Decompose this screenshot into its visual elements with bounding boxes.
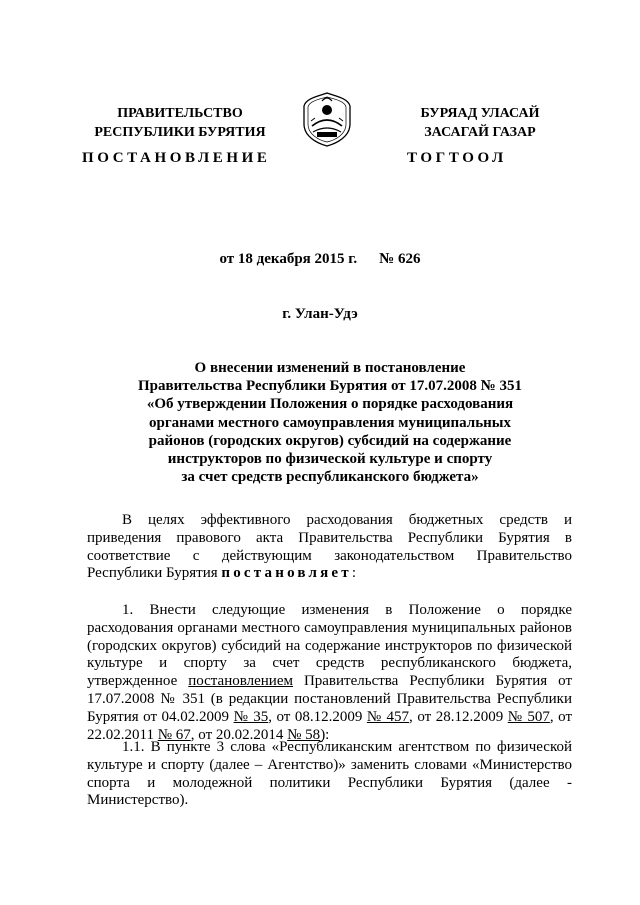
preamble-paragraph (87, 512, 572, 583)
government-name-bua-line2: ЗАСАГАЙ ГАЗАР (424, 125, 536, 140)
p1-text: , от 08.12.2009 (268, 708, 367, 725)
doc-type-bua: ТОГТООЛ (407, 150, 507, 166)
p1-text: 1. Внести следующие изменения в Положение о порядке расходования органами местного самоуправления муниципальных районов (городских округов) субсидий на содержание инструкторов по физической культуре и спорту за счет средств республиканского бюджета, утвержденное (87, 602, 572, 690)
government-name-bua-line1: БУРЯАД УЛАСАЙ (420, 106, 540, 121)
document-number: № 626 (379, 251, 421, 267)
document-title (100, 359, 560, 486)
city: г. Улан-Удэ (282, 306, 358, 322)
government-name-ru-line1: ПРАВИТЕЛЬСТВО (117, 106, 243, 121)
government-name-ru-line2: РЕСПУБЛИКИ БУРЯТИЯ (94, 125, 266, 140)
document-date: от 18 декабря 2015 г. (219, 251, 358, 267)
p1-text: , от 20.02.2014 (190, 726, 288, 743)
coat-of-arms-icon (300, 90, 354, 148)
government-name-ru (80, 104, 280, 142)
link-resolution-58[interactable]: № 58 (287, 726, 321, 743)
title-line: районов (городских округов) субсидий на содержание (148, 432, 512, 449)
p1-text: , от 28.12.2009 (409, 708, 508, 725)
link-resolution[interactable]: постановлением (188, 673, 293, 690)
paragraph-1-1: 1.1. В пункте 3 слова «Республиканским агентством по физической культуре и спорту (далее – Агентство)» заменить словами «Министерство спорта и молодежной политики Республики Бурятия (далее - Министерство). (87, 739, 572, 809)
government-name-bua (380, 104, 580, 142)
title-line: Правительства Республики Бурятия от 17.07.2008 № 351 (137, 378, 522, 395)
title-line: «Об утверждении Положения о порядке расходования (146, 396, 514, 413)
resolves-word: постановляет (221, 565, 352, 582)
title-line: органами местного самоуправления муниципальных (149, 414, 511, 431)
title-line: инструкторов по физической культуре и спорту (167, 451, 493, 468)
paragraph-1 (87, 602, 572, 744)
link-resolution-35[interactable]: № 35 (233, 708, 269, 725)
link-resolution-457[interactable]: № 457 (366, 708, 410, 725)
preamble-text: В целях эффективного расходования бюджетных средств и приведения правового акта Правительства Республики Бурятия в соответствие с действующим законодательством Правительство Республики Бурятия (87, 512, 572, 582)
p1-text: , от 22.02.2011 (87, 708, 572, 743)
date-number-line (0, 251, 640, 268)
link-resolution-67[interactable]: № 67 (157, 726, 191, 743)
preamble-colon: : (351, 565, 357, 582)
title-line: О внесении изменений в постановление (194, 360, 466, 376)
p1-text: ): (320, 726, 330, 743)
link-resolution-507[interactable]: № 507 (507, 708, 550, 725)
title-line: за счет средств республиканского бюджета» (181, 469, 479, 486)
p1-text: Правительства Республики Бурятия от 17.07.2008 № 351 (в редакции постановлений Правительства Республики Бурятия от 04.02.2009 (87, 673, 573, 725)
doc-type-ru: ПОСТАНОВЛЕНИЕ (82, 150, 271, 166)
